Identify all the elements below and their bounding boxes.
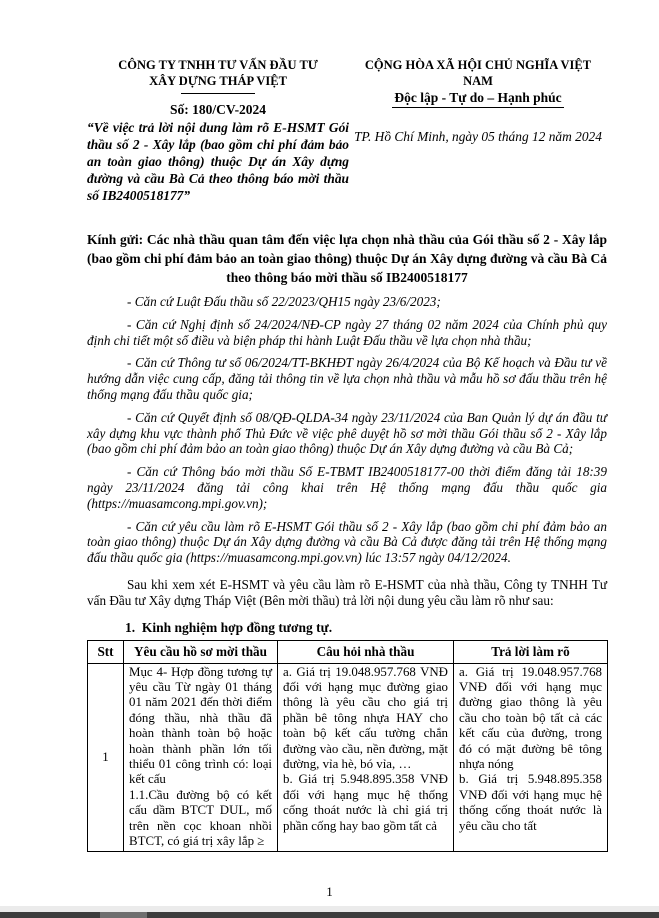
national-header-block bbox=[349, 57, 607, 204]
legal-basis-paragraph-2: - Căn cứ Nghị định số 24/2024/NĐ-CP ngày 27 tháng 02 năm 2024 của Chính phủ quy định chi tiết một số điều và biện pháp thi hành Luật Đấu thầu về lựa chọn nhà thầu; bbox=[87, 316, 607, 348]
answer-paragraph-b: b. Giá trị 5.948.895.358 VNĐ đối với hạng mục hệ thống cống thoát nước là yêu cầu cho tất bbox=[459, 772, 602, 833]
answer-paragraph-a: a. Giá trị 19.048.957.768 VNĐ đối với hạng mục đường giao thông là yêu cầu cho toàn bộ tất cả các kết cấu của đường, trong đó có mặt đường bê tông nhựa nóng bbox=[459, 664, 602, 771]
document-number: Số: 180/CV-2024 bbox=[169, 102, 267, 117]
question-cell bbox=[278, 663, 454, 852]
document-subject: “Về việc trả lời nội dung làm rõ E-HSMT Gói thầu số 2 - Xây lắp (bao gồm chi phí đảm bảo an toàn giao thông) thuộc Dự án Xây dựng đường và cầu Bà Cả theo thông báo mời thầu số IB2400518177” bbox=[87, 120, 349, 203]
row-number-cell: 1 bbox=[88, 663, 124, 852]
col-header-question: Câu hỏi nhà thầu bbox=[278, 640, 454, 663]
table-row bbox=[88, 663, 608, 852]
issuer-divider-line bbox=[181, 93, 255, 94]
legal-basis-paragraph-6: - Căn cứ yêu cầu làm rõ E-HSMT Gói thầu số 2 - Xây lắp (bao gồm chi phí đảm bảo an toàn giao thông) thuộc Dự án Xây dựng đường và cầu Bà Cả được đăng tải trên Hệ thống mạng đấu thầu quốc gia (https://muasamcong.mpi.gov.vn) lúc 13:57 ngày 04/12/2024. bbox=[87, 518, 607, 566]
question-paragraph-b: b. Giá trị 5.948.895.358 VNĐ đối với hạng mục hệ thống cống thoát nước là chỉ giá trị phần cống hay bao gồm tất cả bbox=[283, 772, 448, 833]
horizontal-scrollbar[interactable] bbox=[0, 912, 659, 918]
requirement-paragraph-1: Mục 4- Hợp đồng tương tự yêu cầu Từ ngày 01 tháng 01 năm 2021 đến thời điểm đóng thầu, nhà thầu đã hoàn thành toàn bộ hoặc hoàn thành phần lớn tối thiểu 01 công trình có: loại kết cấu bbox=[129, 664, 272, 787]
document-header bbox=[87, 57, 607, 204]
intro-paragraph: Sau khi xem xét E-HSMT và yêu cầu làm rõ E-HSMT của nhà thầu, Công ty TNHH Tư vấn Đầu tư Xây dựng Tháp Việt (Bên mời thầu) trả lời nội dung yêu cầu làm rõ như sau: bbox=[87, 576, 607, 608]
place-date-line: TP. Hồ Chí Minh, ngày 05 tháng 12 năm 2024 bbox=[354, 129, 602, 144]
national-motto-wrap bbox=[349, 89, 607, 108]
table-header-row bbox=[88, 640, 608, 663]
legal-basis-paragraph-5: - Căn cứ Thông báo mời thầu Số E-TBMT IB2400518177-00 thời điểm đăng tải 18:39 ngày 23/11/2024 đăng tải công khai trên Hệ thống mạng đấu thầu quốc gia (https://muasamcong.mpi.gov.vn); bbox=[87, 464, 607, 511]
scrollbar-thumb[interactable] bbox=[100, 912, 147, 918]
requirement-paragraph-2: 1.1.Cầu đường bộ có kết cấu dầm BTCT DUL, mố trên nền cọc khoan nhồi BTCT, có giá trị xây lắp ≥ bbox=[129, 787, 272, 849]
col-header-requirement: Yêu cầu hồ sơ mời thầu bbox=[124, 640, 278, 663]
clarification-table bbox=[87, 640, 608, 853]
national-motto: Độc lập - Tự do – Hạnh phúc bbox=[392, 89, 563, 108]
legal-basis-paragraph-1: - Căn cứ Luật Đấu thầu số 22/2023/QH15 ngày 23/6/2023; bbox=[127, 294, 441, 309]
issuer-header-block bbox=[87, 57, 349, 204]
issuer-name bbox=[87, 57, 349, 89]
requirement-cell bbox=[124, 663, 278, 852]
issuer-name-line1: CÔNG TY TNHH TƯ VẤN ĐẦU TƯ bbox=[118, 58, 318, 72]
page-number: 1 bbox=[326, 884, 333, 899]
col-header-answer: Trả lời làm rõ bbox=[454, 640, 608, 663]
legal-basis-paragraph-4: - Căn cứ Quyết định số 08/QĐ-QLDA-34 ngày 23/11/2024 của Ban Quản lý dự án đầu tư xây dựng khu vực thành phố Thủ Đức về việc phê duyệt hồ sơ mời thầu Gói thầu số 2 - Xây lắp (bao gồm chi phí đảm bảo an toàn giao thông) thuộc Dự án Xây dựng đường và cầu Bà Cả; bbox=[87, 409, 607, 457]
national-title: CỘNG HÒA XÃ HỘI CHỦ NGHĨA VIỆT NAM bbox=[364, 58, 592, 88]
section-heading: 1. Kinh nghiệm hợp đồng tương tự. bbox=[125, 619, 333, 635]
salutation: Kính gửi: Các nhà thầu quan tâm đến việc lựa chọn nhà thầu của Gói thầu số 2 - Xây lắp (bao gồm chi phí đảm bảo an toàn giao thông) thuộc Dự án Xây dựng đường và cầu Bà Cả theo thông báo mời thầu số IB2400518177 bbox=[87, 232, 607, 285]
answer-cell bbox=[454, 663, 608, 852]
issuer-name-line2: XÂY DỰNG THÁP VIỆT bbox=[149, 74, 287, 88]
question-paragraph-a: a. Giá trị 19.048.957.768 VNĐ đối với hạng mục đường giao thông là yêu cầu cho giá trị phần bê tông nhựa HAY cho toàn bộ kết cấu tường chắn đường vào cầu, nền đường, mặt đường, vỉa hè, bó vỉa, … bbox=[283, 664, 448, 771]
document-page bbox=[87, 57, 607, 852]
col-header-stt: Stt bbox=[88, 640, 124, 663]
legal-basis-paragraph-3: - Căn cứ Thông tư số 06/2024/TT-BKHĐT ngày 26/4/2024 của Bộ Kế hoạch và Đầu tư về hướng dẫn việc cung cấp, đăng tải thông tin về lựa chọn nhà thầu và mẫu hồ sơ đấu thầu trên hệ thống mạng đấu thầu quốc gia; bbox=[87, 355, 607, 402]
